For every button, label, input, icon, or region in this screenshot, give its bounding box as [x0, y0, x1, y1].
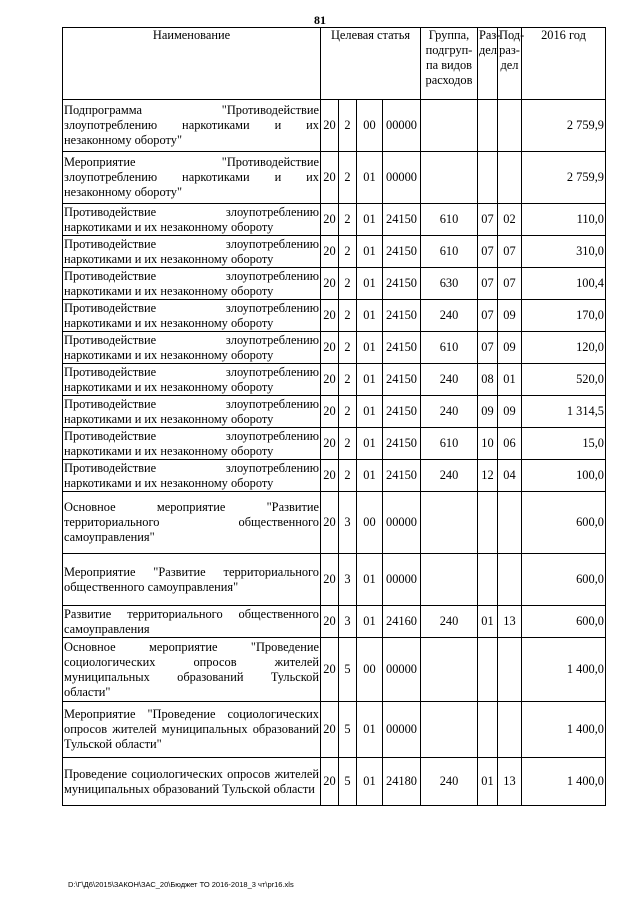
- target-article-part-2: 2: [339, 396, 357, 428]
- target-article-part-1: 20: [321, 554, 339, 606]
- row-name: Развитие территориального общественного самоуправления: [64, 606, 319, 636]
- table-row: [63, 300, 606, 332]
- subsection-code: 01: [498, 364, 522, 396]
- table-row: [63, 428, 606, 460]
- target-article-part-4: 24160: [383, 606, 421, 638]
- budget-table: [62, 27, 606, 806]
- expense-group: 610: [421, 236, 478, 268]
- amount-2016: 2 759,9: [522, 152, 606, 204]
- target-article-part-3: 01: [357, 364, 383, 396]
- table-row: [63, 236, 606, 268]
- subsection-code: 06: [498, 428, 522, 460]
- subsection-code: [498, 638, 522, 702]
- row-name: Основное мероприятие "Развитие территориального общественного самоуправления": [63, 492, 321, 554]
- target-article-part-2: 3: [339, 606, 357, 638]
- target-article-part-3: 00: [357, 638, 383, 702]
- amount-2016: 1 400,0: [522, 702, 606, 758]
- amount-2016: 120,0: [522, 332, 606, 364]
- header-group: Группа, подгруп- па видов расходов: [421, 28, 478, 100]
- target-article-part-3: 01: [357, 204, 383, 236]
- target-article-part-1: 20: [321, 300, 339, 332]
- target-article-part-2: 2: [339, 300, 357, 332]
- row-name: Проведение социологических опросов жителей муниципальных образований Тульской области: [63, 758, 321, 806]
- section-code: 09: [478, 396, 498, 428]
- target-article-part-3: 01: [357, 460, 383, 492]
- expense-group: [421, 554, 478, 606]
- amount-2016: 1 400,0: [522, 758, 606, 806]
- target-article-part-4: 24150: [383, 428, 421, 460]
- amount-2016: 100,4: [522, 268, 606, 300]
- target-article-part-4: 24150: [383, 364, 421, 396]
- amount-2016: 1 314,5: [522, 396, 606, 428]
- target-article-part-3: 00: [357, 492, 383, 554]
- amount-2016: 170,0: [522, 300, 606, 332]
- section-code: 07: [478, 236, 498, 268]
- expense-group: 610: [421, 332, 478, 364]
- amount-2016: 2 759,9: [522, 100, 606, 152]
- table-row: [63, 332, 606, 364]
- header-subsection: Под- раз- дел: [498, 28, 522, 100]
- target-article-part-2: 5: [339, 702, 357, 758]
- target-article-part-1: 20: [321, 638, 339, 702]
- amount-2016: 310,0: [522, 236, 606, 268]
- target-article-part-3: 01: [357, 758, 383, 806]
- amount-2016: 520,0: [522, 364, 606, 396]
- target-article-part-4: 00000: [383, 554, 421, 606]
- target-article-part-4: 24150: [383, 332, 421, 364]
- target-article-part-4: 24150: [383, 268, 421, 300]
- table-row: [63, 268, 606, 300]
- table-row: [63, 396, 606, 428]
- row-name: Противодействие злоупотреблению наркотиками и их незаконному обороту: [64, 236, 319, 266]
- expense-group: 630: [421, 268, 478, 300]
- target-article-part-2: 2: [339, 332, 357, 364]
- section-code: [478, 638, 498, 702]
- section-code: 12: [478, 460, 498, 492]
- subsection-code: 09: [498, 332, 522, 364]
- section-code: 08: [478, 364, 498, 396]
- table-row: [63, 702, 606, 758]
- section-code: [478, 152, 498, 204]
- target-article-part-3: 01: [357, 300, 383, 332]
- table-row: [63, 100, 606, 152]
- section-code: 07: [478, 300, 498, 332]
- target-article-part-4: 00000: [383, 152, 421, 204]
- target-article-part-4: 24180: [383, 758, 421, 806]
- amount-2016: 100,0: [522, 460, 606, 492]
- row-name: Противодействие злоупотреблению наркотиками и их незаконному обороту: [64, 428, 319, 458]
- target-article-part-2: 3: [339, 492, 357, 554]
- expense-group: 240: [421, 460, 478, 492]
- amount-2016: 600,0: [522, 606, 606, 638]
- subsection-code: 07: [498, 236, 522, 268]
- target-article-part-4: 24150: [383, 236, 421, 268]
- subsection-code: 13: [498, 758, 522, 806]
- target-article-part-2: 2: [339, 428, 357, 460]
- target-article-part-2: 2: [339, 460, 357, 492]
- header-year: 2016 год: [522, 28, 606, 100]
- table-row: [63, 204, 606, 236]
- subsection-code: [498, 152, 522, 204]
- target-article-part-2: 5: [339, 638, 357, 702]
- target-article-part-3: 01: [357, 428, 383, 460]
- target-article-part-3: 01: [357, 554, 383, 606]
- row-name: Подпрограмма "Противодействие злоупотреблению наркотиками и их незаконному обороту": [63, 100, 321, 152]
- target-article-part-1: 20: [321, 606, 339, 638]
- section-code: [478, 554, 498, 606]
- target-article-part-3: 01: [357, 396, 383, 428]
- target-article-part-4: 24150: [383, 300, 421, 332]
- row-name: Мероприятие "Противодействие злоупотреблению наркотиками и их незаконному обороту": [63, 152, 321, 204]
- section-code: 01: [478, 758, 498, 806]
- expense-group: 240: [421, 606, 478, 638]
- target-article-part-4: 00000: [383, 492, 421, 554]
- table-row: [63, 364, 606, 396]
- expense-group: [421, 638, 478, 702]
- row-name: Мероприятие "Проведение социологических опросов жителей муниципальных образований Тульской области": [63, 702, 321, 758]
- target-article-part-1: 20: [321, 396, 339, 428]
- amount-2016: 110,0: [522, 204, 606, 236]
- header-section: Раз- дел: [478, 28, 498, 100]
- expense-group: 240: [421, 758, 478, 806]
- target-article-part-1: 20: [321, 758, 339, 806]
- amount-2016: 600,0: [522, 554, 606, 606]
- table-row: [63, 554, 606, 606]
- target-article-part-1: 20: [321, 460, 339, 492]
- target-article-part-3: 01: [357, 236, 383, 268]
- header-target-article: Целевая статья: [321, 28, 421, 100]
- target-article-part-4: 24150: [383, 396, 421, 428]
- amount-2016: 15,0: [522, 428, 606, 460]
- target-article-part-3: 00: [357, 100, 383, 152]
- target-article-part-2: 3: [339, 554, 357, 606]
- section-code: [478, 702, 498, 758]
- row-name: Основное мероприятие "Проведение социологических опросов жителей муниципальных образований Тульской области": [63, 638, 321, 702]
- table-row: [63, 460, 606, 492]
- target-article-part-1: 20: [321, 268, 339, 300]
- subsection-code: 02: [498, 204, 522, 236]
- target-article-part-1: 20: [321, 100, 339, 152]
- section-code: 07: [478, 332, 498, 364]
- row-name: Противодействие злоупотреблению наркотиками и их незаконному обороту: [64, 364, 319, 394]
- section-code: [478, 492, 498, 554]
- subsection-code: 13: [498, 606, 522, 638]
- expense-group: 240: [421, 300, 478, 332]
- subsection-code: 09: [498, 396, 522, 428]
- table-row: [63, 758, 606, 806]
- expense-group: [421, 152, 478, 204]
- target-article-part-1: 20: [321, 332, 339, 364]
- row-name: Противодействие злоупотреблению наркотиками и их незаконному обороту: [64, 204, 319, 234]
- table-row: [63, 638, 606, 702]
- table-body: [63, 100, 606, 806]
- target-article-part-1: 20: [321, 152, 339, 204]
- amount-2016: 600,0: [522, 492, 606, 554]
- target-article-part-2: 2: [339, 100, 357, 152]
- subsection-code: [498, 702, 522, 758]
- target-article-part-1: 20: [321, 364, 339, 396]
- section-code: [478, 100, 498, 152]
- table-row: [63, 492, 606, 554]
- target-article-part-2: 2: [339, 236, 357, 268]
- row-name: Противодействие злоупотреблению наркотиками и их незаконному обороту: [64, 396, 319, 426]
- subsection-code: 09: [498, 300, 522, 332]
- header-row: [63, 28, 606, 100]
- section-code: 01: [478, 606, 498, 638]
- expense-group: [421, 492, 478, 554]
- target-article-part-3: 01: [357, 606, 383, 638]
- expense-group: 240: [421, 364, 478, 396]
- target-article-part-4: 00000: [383, 702, 421, 758]
- subsection-code: [498, 492, 522, 554]
- target-article-part-2: 5: [339, 758, 357, 806]
- file-path-footer: D:\Г\Д6\2015\ЗАКОН\ЗАС_20\Бюджет ТО 2016-2018_3 чт\pr16.xls: [68, 880, 294, 889]
- target-article-part-2: 2: [339, 364, 357, 396]
- target-article-part-2: 2: [339, 152, 357, 204]
- target-article-part-3: 01: [357, 152, 383, 204]
- expense-group: [421, 100, 478, 152]
- target-article-part-1: 20: [321, 702, 339, 758]
- target-article-part-4: 24150: [383, 460, 421, 492]
- target-article-part-3: 01: [357, 268, 383, 300]
- page-number: 81: [314, 13, 326, 27]
- target-article-part-1: 20: [321, 204, 339, 236]
- subsection-code: 07: [498, 268, 522, 300]
- table-row: [63, 152, 606, 204]
- row-name: Мероприятие "Развитие территориального общественного самоуправления": [63, 554, 321, 606]
- target-article-part-3: 01: [357, 332, 383, 364]
- target-article-part-2: 2: [339, 204, 357, 236]
- expense-group: 610: [421, 428, 478, 460]
- target-article-part-3: 01: [357, 702, 383, 758]
- header-name: Наименование: [63, 28, 321, 100]
- target-article-part-4: 00000: [383, 638, 421, 702]
- row-name: Противодействие злоупотреблению наркотиками и их незаконному обороту: [64, 268, 319, 298]
- target-article-part-4: 24150: [383, 204, 421, 236]
- target-article-part-4: 00000: [383, 100, 421, 152]
- subsection-code: [498, 554, 522, 606]
- row-name: Противодействие злоупотреблению наркотиками и их незаконному обороту: [64, 300, 319, 330]
- target-article-part-2: 2: [339, 268, 357, 300]
- section-code: 07: [478, 204, 498, 236]
- target-article-part-1: 20: [321, 492, 339, 554]
- expense-group: 240: [421, 396, 478, 428]
- amount-2016: 1 400,0: [522, 638, 606, 702]
- subsection-code: 04: [498, 460, 522, 492]
- section-code: 10: [478, 428, 498, 460]
- expense-group: 610: [421, 204, 478, 236]
- subsection-code: [498, 100, 522, 152]
- row-name: Противодействие злоупотреблению наркотиками и их незаконному обороту: [64, 332, 319, 362]
- target-article-part-1: 20: [321, 236, 339, 268]
- table-row: [63, 606, 606, 638]
- row-name: Противодействие злоупотреблению наркотиками и их незаконному обороту: [64, 460, 319, 490]
- section-code: 07: [478, 268, 498, 300]
- target-article-part-1: 20: [321, 428, 339, 460]
- expense-group: [421, 702, 478, 758]
